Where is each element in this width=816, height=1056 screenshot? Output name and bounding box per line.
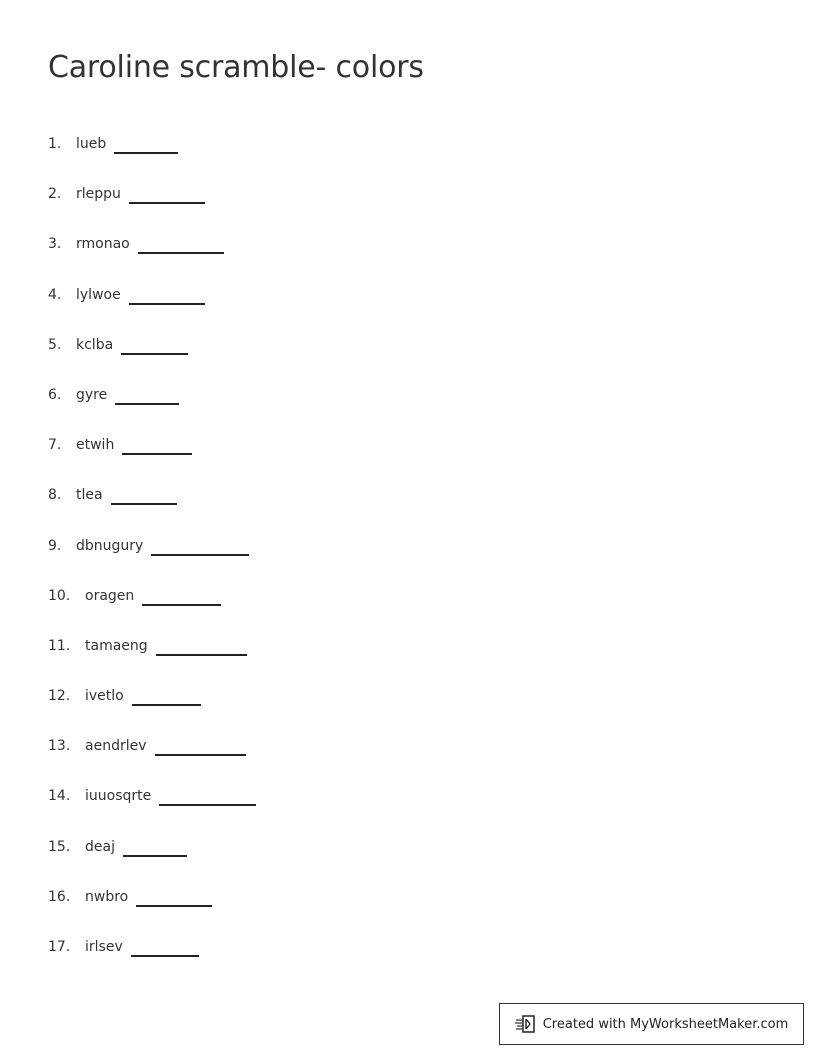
answer-blank [155, 736, 246, 756]
list-item [48, 686, 256, 736]
item-number: 3. [48, 236, 62, 253]
answer-blank [122, 435, 192, 455]
item-number: 17. [48, 939, 71, 955]
item-number: 7. [48, 437, 62, 454]
item-number: 8. [48, 487, 62, 504]
item-number: 5. [48, 336, 62, 353]
answer-blank [115, 385, 179, 405]
footer-badge[interactable] [499, 1003, 804, 1045]
list-item [48, 636, 256, 686]
scrambled-word: tamaeng [85, 637, 148, 654]
scrambled-word: gyre [76, 386, 108, 403]
scrambled-word: nwbro [85, 888, 129, 905]
scrambled-word: aendrlev [85, 738, 147, 755]
item-number: 15. [48, 838, 71, 855]
scrambled-word: irlsev [85, 939, 123, 955]
list-item [48, 134, 256, 184]
list-item [48, 435, 256, 485]
answer-blank [151, 536, 249, 556]
footer-text: Created with MyWorksheetMaker.com [542, 1016, 789, 1032]
scrambled-word: dbnugury [76, 537, 144, 554]
item-number: 6. [48, 386, 62, 403]
item-number: 14. [48, 788, 71, 805]
list-item [48, 786, 256, 836]
answer-blank [138, 234, 224, 254]
answer-blank [123, 837, 187, 857]
scrambled-word: lueb [76, 136, 107, 152]
answer-blank [142, 586, 221, 606]
item-number: 9. [48, 537, 62, 554]
list-item [48, 335, 256, 385]
answer-blank [111, 485, 177, 505]
list-item [48, 385, 256, 435]
answer-blank [129, 285, 205, 305]
scrambled-word: iuuosqrte [85, 788, 152, 805]
worksheet-maker-logo-icon [515, 1013, 537, 1035]
scrambled-word: rleppu [76, 186, 121, 203]
list-item [48, 937, 256, 987]
scrambled-word: rmonao [76, 236, 130, 253]
answer-blank [159, 786, 256, 806]
item-number: 2. [48, 186, 62, 203]
scrambled-word: lylwoe [76, 286, 121, 303]
scrambled-word: oragen [85, 587, 135, 604]
list-item [48, 285, 256, 335]
scrambled-word: kclba [76, 336, 114, 353]
list-item [48, 536, 256, 586]
list-item [48, 485, 256, 535]
answer-blank [156, 636, 247, 656]
scrambled-word: deaj [85, 838, 115, 855]
answer-blank [114, 134, 178, 154]
scrambled-word: tlea [76, 487, 103, 504]
answer-blank [131, 937, 199, 957]
item-number: 4. [48, 286, 62, 303]
list-item [48, 184, 256, 234]
answer-blank [136, 887, 212, 907]
scramble-list [48, 134, 256, 987]
list-item [48, 586, 256, 636]
item-number: 1. [48, 136, 62, 152]
scrambled-word: etwih [76, 437, 115, 454]
answer-blank [121, 335, 188, 355]
list-item [48, 887, 256, 937]
item-number: 10. [48, 587, 71, 604]
list-item [48, 234, 256, 284]
list-item [48, 736, 256, 786]
item-number: 11. [48, 637, 71, 654]
item-number: 16. [48, 888, 71, 905]
answer-blank [132, 686, 201, 706]
worksheet-title: Caroline scramble- colors [48, 50, 424, 85]
answer-blank [129, 184, 205, 204]
item-number: 13. [48, 738, 71, 755]
list-item [48, 837, 256, 887]
scrambled-word: ivetlo [85, 688, 124, 705]
item-number: 12. [48, 688, 71, 705]
